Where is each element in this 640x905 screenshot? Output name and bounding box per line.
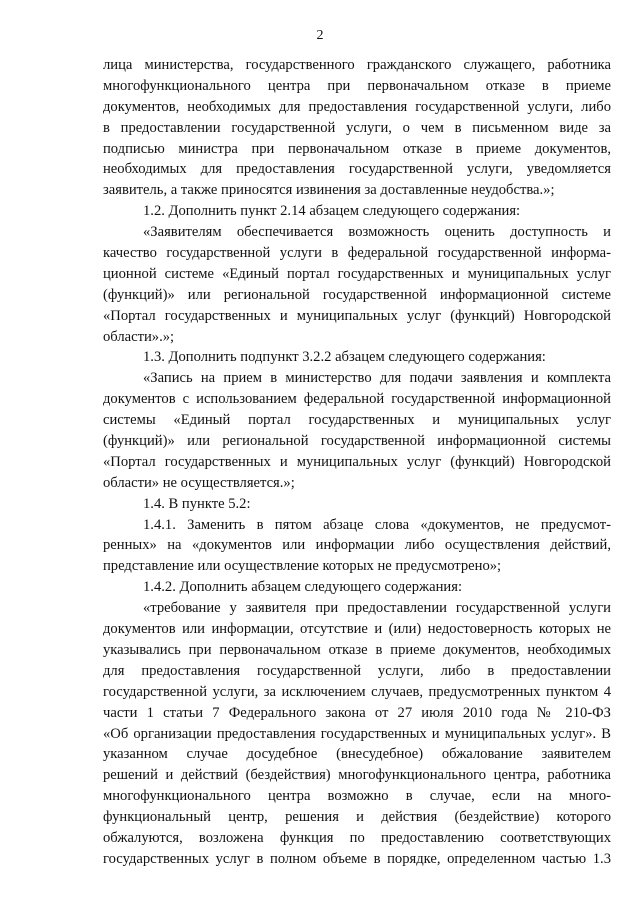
text-line: ренных» на «документов или информации либо осуществления действий, xyxy=(103,537,611,554)
text-line: 1.3. Дополнить подпункт 3.2.2 абзацем следующего содержания: xyxy=(143,349,546,366)
text-line: (функций)» или региональной государственной информационной системы xyxy=(103,433,611,450)
text-line: указывались при первоначальном отказе в приеме документов, необходимых xyxy=(103,641,611,658)
page-number: 2 xyxy=(316,28,324,43)
text-line: подписью министра при первоначальном отказе в приеме документов, xyxy=(103,140,611,157)
text-line: системы «Единый портал государственных и муниципальных услуг xyxy=(103,412,611,429)
text-line: качество государственной услуги в федеральной государственной информа- xyxy=(103,245,611,262)
text-line: 1.4.1. Заменить в пятом абзаце слова «документов, не предусмот- xyxy=(143,516,611,533)
document-body xyxy=(103,55,611,870)
text-line: государственных услуг в полном объеме в порядке, определенном частью 1.3 xyxy=(103,850,611,867)
text-line: «требование у заявителя при предоставлении государственной услуги xyxy=(143,600,611,617)
text-line: документов или информации, отсутствие и (или) недостоверность которых не xyxy=(103,621,611,638)
text-line: области» не осуществляется.»; xyxy=(103,474,295,491)
text-line: «Запись на прием в министерство для подачи заявления и комплекта xyxy=(143,370,611,387)
text-line: 1.4. В пункте 5.2: xyxy=(143,495,251,512)
text-line: многофункционального центра при первоначальном отказе в приеме xyxy=(103,77,611,94)
text-line: области».»; xyxy=(103,328,175,345)
text-line: для предоставления государственной услуги, либо в предоставлении xyxy=(103,662,611,679)
text-line: представление или осуществление которых не предусмотрено»; xyxy=(103,558,502,575)
text-line: функциональный центр, решения и действия (бездействие) которого xyxy=(103,809,611,826)
text-line: документов с использованием федеральной государственной информационной xyxy=(103,391,611,408)
text-line: многофункционального центра возможно в случае, если на много- xyxy=(103,788,611,805)
text-line: указанном случае досудебное (внесудебное) обжалование заявителем xyxy=(103,746,611,763)
text-line: «Заявителям обеспечивается возможность оценить доступность и xyxy=(143,224,611,241)
text-line: ционной системе «Единый портал государственных и муниципальных услуг xyxy=(103,265,611,282)
text-line: 1.4.2. Дополнить абзацем следующего содержания: xyxy=(143,579,463,596)
text-line: «Портал государственных и муниципальных услуг (функций) Новгородской xyxy=(103,453,611,470)
text-line: обжалуются, возложена функция по предоставлению соответствующих xyxy=(103,829,611,846)
text-line: документов, необходимых для предоставления государственной услуги, либо xyxy=(103,98,611,115)
text-line: «Об организации предоставления государственных и муниципальных услуг». В xyxy=(103,725,611,742)
text-line: государственной услуги, за исключением случаев, предусмотренных пунктом 4 xyxy=(103,683,611,700)
text-line: (функций)» или региональной государственной информационной системе xyxy=(103,286,611,303)
text-line: заявитель, а также приносятся извинения за доставленные неудобства.»; xyxy=(103,182,555,199)
text-line: части 1 статьи 7 Федерального закона от 27 июля 2010 года № 210-ФЗ xyxy=(103,704,611,721)
text-line: решений и действий (бездействия) многофункционального центра, работника xyxy=(103,767,611,784)
text-line: 1.2. Дополнить пункт 2.14 абзацем следующего содержания: xyxy=(143,203,521,220)
text-line: необходимых для предоставления государственной услуги, уведомляется xyxy=(103,161,611,178)
text-line: «Портал государственных и муниципальных услуг (функций) Новгородской xyxy=(103,307,611,324)
text-line: в предоставлении государственной услуги, о чем в письменном виде за xyxy=(103,119,611,136)
text-line: лица министерства, государственного гражданского служащего, работника xyxy=(103,57,611,73)
